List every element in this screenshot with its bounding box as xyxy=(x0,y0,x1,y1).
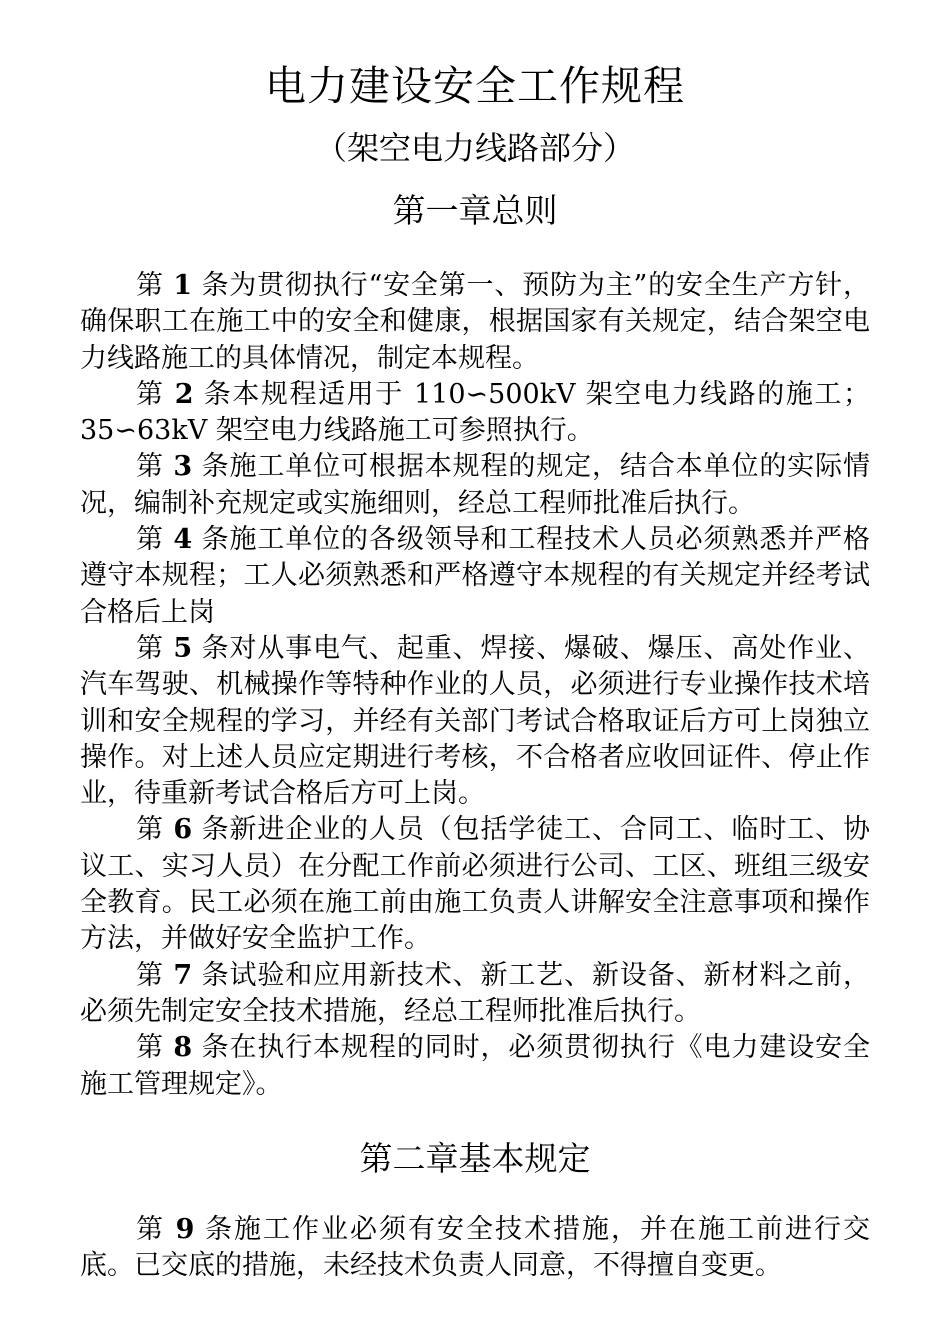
article-prefix: 第 xyxy=(136,632,174,664)
article-text: 条新进企业的人员（包括学徒工、合同工、临时工、协议工、实习人员）在分配工作前必须进行公司、工区、班组三级安全教育。民工必须在施工前由施工负责人讲解安全注意事项和操作方法，并做好安全监护工作。 xyxy=(80,814,870,955)
article-text: 条试验和应用新技术、新工艺、新设备、新材料之前，必须先制定安全技术措施，经总工程师批准后执行。 xyxy=(80,959,870,1027)
article-number: 3 xyxy=(173,451,193,483)
article-text: 条施工单位可根据本规程的规定，结合本单位的实际情况，编制补充规定或实施细则，经总工程师批准后执行。 xyxy=(80,451,870,519)
article-number: 9 xyxy=(175,1214,195,1245)
article-4 xyxy=(80,522,870,631)
article-text: 条为贯彻执行“安全第一、预防为主”的安全生产方针，确保职工在施工中的安全和健康，根据国家有关规定，结合架空电力线路施工的具体情况，制定本规程。 xyxy=(80,270,870,374)
article-number: 7 xyxy=(173,959,193,991)
article-2 xyxy=(80,377,870,450)
article-text: 条施工作业必须有安全技术措施，并在施工前进行交底。已交底的措施，未经技术负责人同意，不得擅自变更。 xyxy=(80,1214,870,1282)
article-prefix: 第 xyxy=(136,1032,174,1064)
article-3 xyxy=(80,449,870,522)
article-text: 条施工单位的各级领导和工程技术人员必须熟悉并严格遵守本规程；工人必须熟悉和严格遵守本规程的有关规定并经考试合格后上岗 xyxy=(80,524,870,628)
article-number: 2 xyxy=(174,378,194,410)
article-6 xyxy=(80,812,870,957)
article-number: 5 xyxy=(173,632,193,664)
article-text: 条本规程适用于 110∽500kV 架空电力线路的施工；35∽63kV 架空电力线路施工可参照执行。 xyxy=(80,378,870,447)
article-number: 6 xyxy=(173,814,193,846)
chapter-1-heading: 第一章总则 xyxy=(392,191,558,230)
article-8 xyxy=(80,1030,870,1103)
article-number: 4 xyxy=(173,524,193,556)
article-prefix: 第 xyxy=(136,378,175,410)
article-1 xyxy=(80,268,870,377)
article-text: 条在执行本规程的同时，必须贯彻执行《电力建设安全施工管理规定》。 xyxy=(80,1032,870,1100)
article-prefix: 第 xyxy=(136,1214,176,1245)
article-prefix: 第 xyxy=(136,270,174,301)
article-7 xyxy=(80,958,870,1031)
chapter-2-heading: 第二章基本规定 xyxy=(359,1139,591,1178)
article-prefix: 第 xyxy=(136,451,174,483)
article-number: 1 xyxy=(173,270,193,301)
article-5 xyxy=(80,631,870,812)
chapter-1-articles xyxy=(80,268,870,1103)
article-9 xyxy=(80,1212,870,1285)
document-title: 电力建设安全工作规程 xyxy=(265,62,685,110)
article-text: 条对从事电气、起重、焊接、爆破、爆压、高处作业、汽车驾驶、机械操作等特种作业的人员，必须进行专业操作技术培训和安全规程的学习，并经有关部门考试合格取证后方可上岗独立操作。对上述人员应定期进行考核，不合格者应收回证件、停止作业，待重新考试合格后方可上岗。 xyxy=(80,632,870,810)
article-prefix: 第 xyxy=(136,959,174,991)
article-prefix: 第 xyxy=(136,814,174,846)
document-subtitle: （架空电力线路部分） xyxy=(314,129,635,167)
article-prefix: 第 xyxy=(136,524,174,556)
article-number: 8 xyxy=(173,1032,193,1064)
chapter-2-articles xyxy=(80,1212,870,1285)
